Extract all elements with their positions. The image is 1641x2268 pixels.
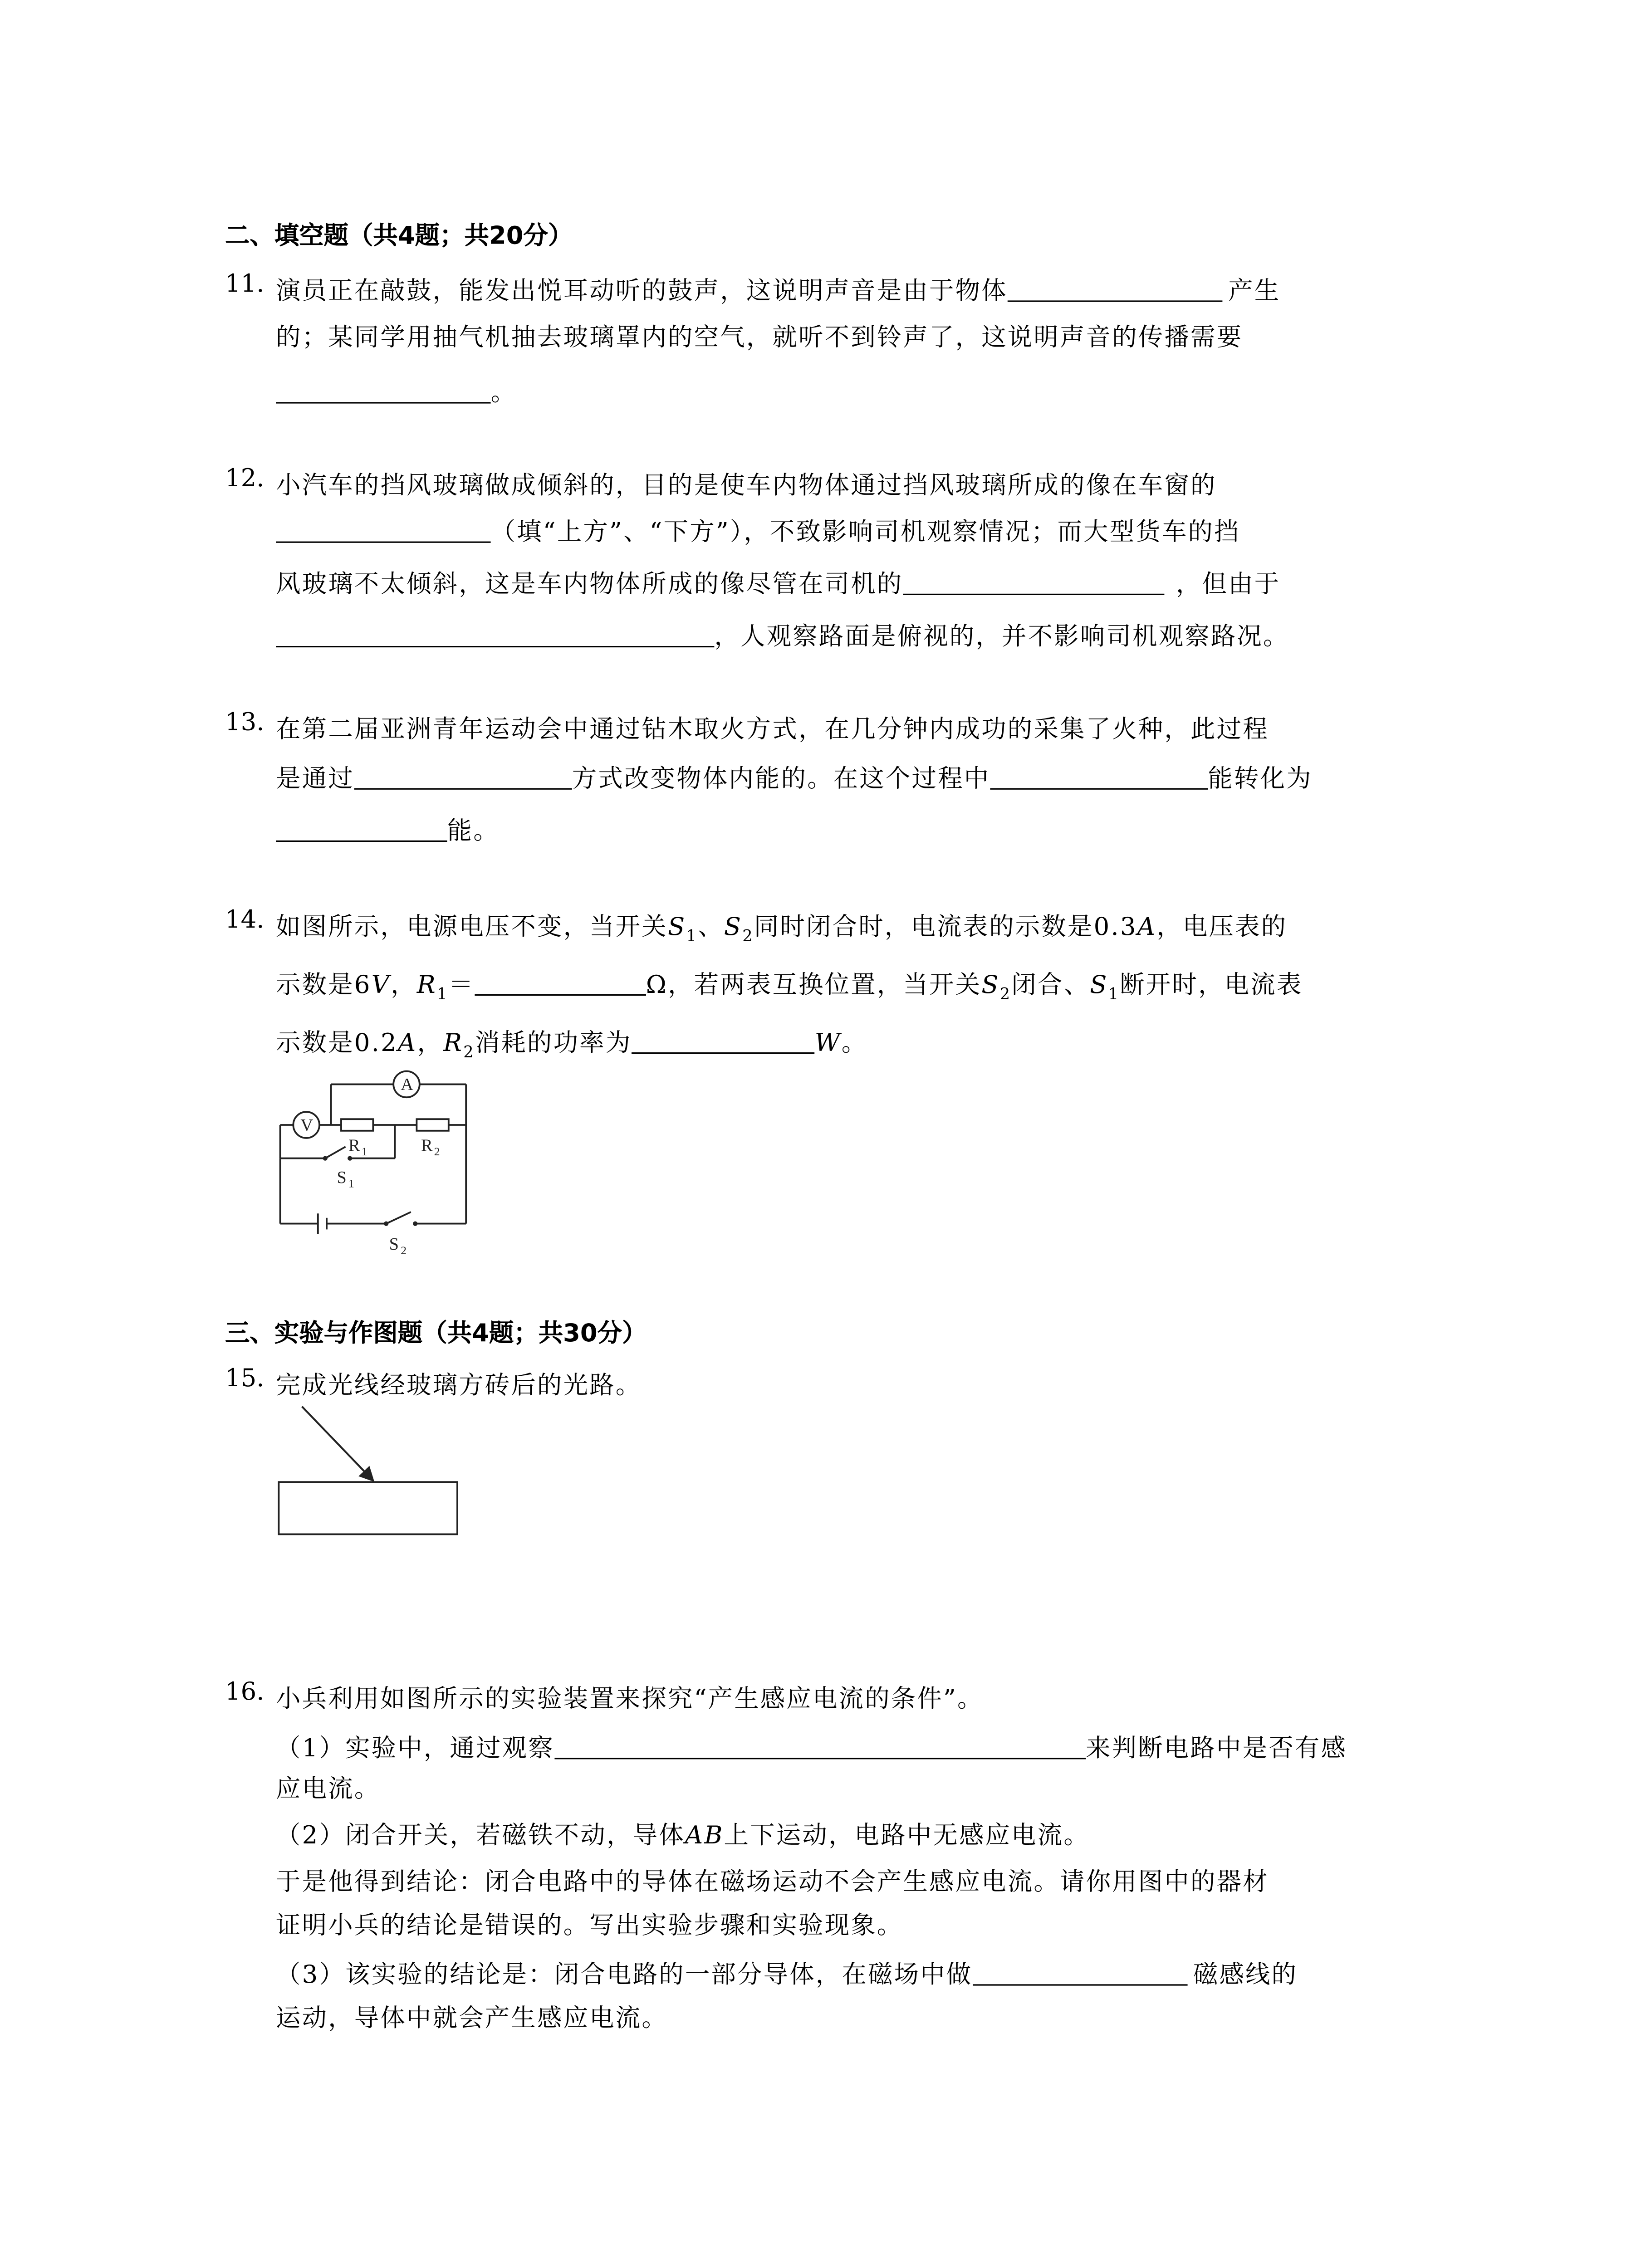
q13-text: 是通过 [276, 765, 354, 794]
q14-value: 0.2 [354, 1029, 398, 1058]
q16-line-2: 应电流。 [276, 1775, 381, 1804]
q12-line-3 [276, 563, 1280, 600]
q13-line-3 [276, 810, 500, 846]
q11-text: 演员正在敲鼓，能发出悦耳动听的鼓声，这说明声音是由于物体 [276, 277, 1008, 307]
q14-text: 同时闭合时，电流表的示数是 [754, 913, 1094, 942]
q12-blank-2[interactable] [903, 571, 1164, 595]
question-14-number: 14. [225, 905, 265, 935]
q13-line-1: 在第二届亚洲青年运动会中通过钻木取火方式，在几分钟内成功的采集了火种，此过程 [276, 715, 1269, 745]
q16-blank-1[interactable] [554, 1735, 1086, 1759]
s1-label: S [337, 1168, 347, 1187]
q14-unit: V [371, 971, 391, 1000]
q16-part-2 [276, 1814, 1090, 1851]
q14-text: ＝ [448, 971, 475, 1000]
glass-block-diagram [269, 1401, 472, 1546]
q14-unit: W [814, 1029, 842, 1058]
q13-blank-3[interactable] [276, 817, 447, 842]
q14-r1: R [416, 971, 437, 1000]
q14-text: ，若两表互换位置，当开关 [668, 971, 982, 1000]
q11-text: 。 [490, 379, 517, 408]
q14-text: 示数是 [276, 971, 354, 1000]
glass-block [279, 1482, 457, 1534]
r2-label: R [421, 1136, 433, 1155]
q14-r1-sub: 1 [436, 984, 449, 1004]
q16-line-1: 小兵利用如图所示的实验装置来探究“产生感应电流的条件”。 [276, 1685, 984, 1715]
question-12-number: 12. [225, 464, 265, 494]
q12-text: ，人观察路面是俯视的，并不影响司机观察路况。 [714, 622, 1289, 652]
q12-blank-3[interactable] [276, 623, 714, 647]
q14-unit: Ω [646, 971, 668, 1000]
q14-s2: S [981, 971, 1000, 1000]
q14-s1: S [1090, 971, 1108, 1000]
q11-text: 产生 [1228, 277, 1281, 307]
q13-text: 能。 [447, 817, 500, 846]
q16-part-1 [276, 1727, 1347, 1764]
q16-text: （1）实验中，通过观察 [276, 1735, 554, 1764]
q14-text: 断开时，电流表 [1120, 971, 1303, 1000]
q14-unit: A [397, 1029, 417, 1058]
q12-text: （填“上方”、“下方”），不致影响司机观察情况；而大型货车的挡 [490, 518, 1240, 547]
q14-blank-1[interactable] [475, 971, 646, 996]
incident-ray [302, 1407, 373, 1481]
q14-s2-sub: 2 [999, 984, 1012, 1004]
q16-blank-2[interactable] [972, 1961, 1187, 1985]
question-13-number: 13. [225, 708, 265, 738]
section-2-title: 二、填空题（共4题；共20分） [225, 222, 573, 251]
q13-blank-2[interactable] [990, 765, 1208, 789]
q14-text: 闭合、 [1011, 971, 1090, 1000]
q11-line-1 [276, 270, 1280, 306]
q13-blank-1[interactable] [354, 765, 572, 789]
q14-text: 如图所示，电源电压不变，当开关 [276, 913, 668, 942]
q14-unit: A [1137, 913, 1157, 942]
r2-label-sub: 2 [434, 1145, 440, 1158]
q16-line-6: 运动，导体中就会产生感应电流。 [276, 2004, 668, 2034]
voltmeter-label: V [300, 1115, 314, 1135]
q14-value: 6 [354, 971, 372, 1000]
q14-s2-sub: 2 [742, 926, 754, 946]
question-11-number: 11. [225, 270, 265, 299]
q16-part-3 [276, 1954, 1298, 1990]
ammeter-label: A [401, 1075, 413, 1095]
q14-s1-sub: 1 [1108, 984, 1120, 1004]
q16-text: （2）闭合开关，若磁铁不动，导体 [276, 1822, 685, 1851]
q16-conductor-ab: AB [685, 1822, 724, 1851]
q14-line-1 [276, 906, 1287, 946]
q16-line-4: 证明小兵的结论是错误的。写出实验步骤和实验现象。 [276, 1911, 903, 1941]
q14-text: 消耗的功率为 [475, 1029, 632, 1058]
q13-line-2 [276, 758, 1313, 794]
s1-label-sub: 1 [348, 1177, 354, 1190]
r1-label-sub: 1 [361, 1145, 367, 1158]
q14-blank-2[interactable] [632, 1029, 814, 1054]
q14-text: 示数是 [276, 1029, 354, 1058]
q12-line-4 [276, 616, 1289, 652]
q11-blank-2[interactable] [276, 379, 491, 403]
q12-blank-1[interactable] [276, 518, 491, 543]
q14-s1-sub: 1 [686, 926, 698, 946]
q12-line-2 [276, 511, 1240, 547]
q13-text: 能转化为 [1208, 765, 1313, 794]
q11-line-3 [276, 371, 517, 408]
q14-text: 。 [841, 1029, 868, 1058]
q12-text: 风玻璃不太倾斜，这是车内物体所成的像尽管在司机的 [276, 570, 903, 600]
q16-text: 上下运动，电路中无感应电流。 [724, 1822, 1090, 1851]
circuit-diagram [276, 1067, 523, 1263]
q14-line-2 [276, 964, 1303, 1004]
section-3-title: 三、实验与作图题（共4题；共30分） [225, 1319, 647, 1349]
q13-text: 方式改变物体内能的。在这个过程中 [572, 765, 990, 794]
q11-line-2: 的；某同学用抽气机抽去玻璃罩内的空气，就听不到铃声了，这说明声音的传播需要 [276, 323, 1243, 353]
q14-r2-sub: 2 [463, 1042, 475, 1062]
q14-text: 、 [698, 913, 724, 942]
question-16-number: 16. [225, 1678, 265, 1707]
q14-s2: S [724, 913, 743, 942]
r1-label: R [348, 1136, 360, 1155]
q11-blank-1[interactable] [1008, 277, 1223, 302]
q14-r2: R [443, 1029, 464, 1058]
q14-line-3 [276, 1022, 867, 1062]
question-15-number: 15. [225, 1364, 265, 1393]
q14-text: ， [417, 1029, 444, 1058]
q14-text: ， [391, 971, 417, 1000]
q16-text: 来判断电路中是否有感 [1086, 1735, 1347, 1764]
q14-value: 0.3 [1093, 913, 1137, 942]
q12-text: ，但由于 [1176, 570, 1281, 600]
s2-label-sub: 2 [401, 1243, 407, 1257]
q12-line-1: 小汽车的挡风玻璃做成倾斜的，目的是使车内物体通过挡风玻璃所成的像在车窗的 [276, 472, 1217, 501]
q16-text: （3）该实验的结论是：闭合电路的一部分导体，在磁场中做 [276, 1961, 973, 1990]
q16-text: 磁感线的 [1193, 1961, 1298, 1990]
q14-text: ，电压表的 [1156, 913, 1288, 942]
q14-s1: S [668, 913, 686, 942]
s2-label: S [389, 1235, 399, 1254]
q15-line-1: 完成光线经玻璃方砖后的光路。 [276, 1372, 642, 1401]
q16-line-3: 于是他得到结论：闭合电路中的导体在磁场运动不会产生感应电流。请你用图中的器材 [276, 1868, 1269, 1897]
